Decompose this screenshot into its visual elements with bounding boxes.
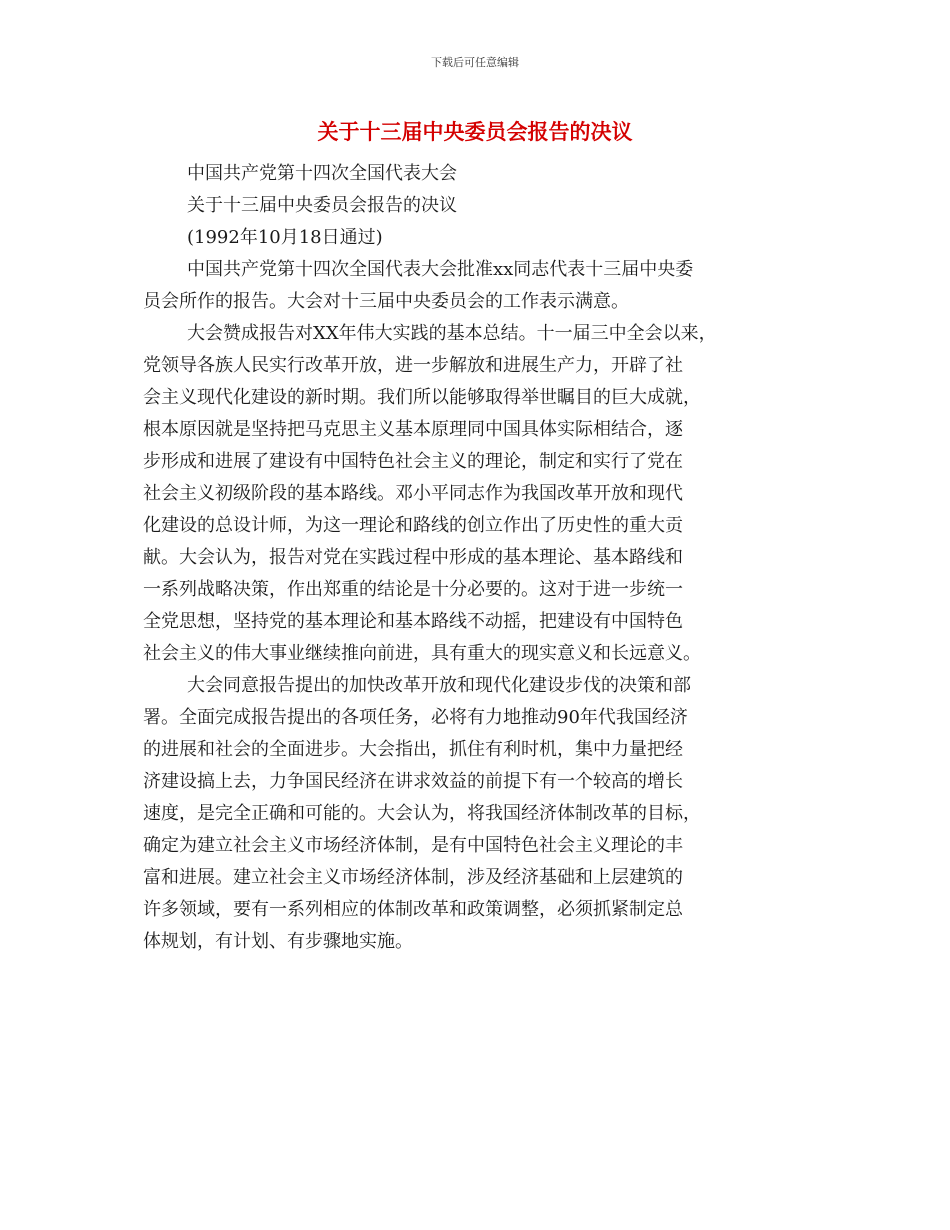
text-line: 署。全面完成报告提出的各项任务，必将有力地推动90年代我国经济 <box>143 707 688 728</box>
text-line: 根本原因就是坚持把马克思主义基本原理同中国具体实际相结合，逐 <box>143 419 683 440</box>
text-line: 一系列战略决策，作出郑重的结论是十分必要的。这对于进一步统一 <box>143 579 683 600</box>
text-line: 化建设的总设计师，为这一理论和路线的创立作出了历史性的重大贡 <box>143 515 683 536</box>
text-line: 党领导各族人民实行改革开放，进一步解放和进展生产力，开辟了社 <box>143 355 683 376</box>
text-line: 社会主义的伟大事业继续推向前进，具有重大的现实意义和长远意义。 <box>143 643 701 664</box>
text-line: 员会所作的报告。大会对十三届中央委员会的工作表示满意。 <box>143 291 629 312</box>
text-line: 确定为建立社会主义市场经济体制，是有中国特色社会主义理论的丰 <box>143 835 683 856</box>
text-line: 许多领域，要有一系列相应的体制改革和政策调整，必须抓紧制定总 <box>143 899 683 920</box>
text-line: (1992年10月18日通过) <box>187 227 383 248</box>
text-line: 步形成和进展了建设有中国特色社会主义的理论，制定和实行了党在 <box>143 451 683 472</box>
text-line: 富和进展。建立社会主义市场经济体制，涉及经济基础和上层建筑的 <box>143 867 683 888</box>
text-line: 关于十三届中央委员会报告的决议 <box>187 195 457 216</box>
text-line: 济建设搞上去，力争国民经济在讲求效益的前提下有一个较高的增长 <box>143 771 683 792</box>
text-line: 大会同意报告提出的加快改革开放和现代化建设步伐的决策和部 <box>187 675 691 696</box>
text-line: 中国共产党第十四次全国代表大会批准xx同志代表十三届中央委 <box>187 259 694 280</box>
text-line: 大会赞成报告对XX年伟大实践的基本总结。十一届三中全会以来， <box>187 323 717 344</box>
text-line: 全党思想，坚持党的基本理论和基本路线不动摇，把建设有中国特色 <box>143 611 683 632</box>
header-note: 下载后可任意编辑 <box>431 56 519 69</box>
text-line: 体规划，有计划、有步骤地实施。 <box>143 931 413 952</box>
text-line: 中国共产党第十四次全国代表大会 <box>187 163 457 184</box>
document-title: 关于十三届中央委员会报告的决议 <box>317 120 633 144</box>
text-line: 会主义现代化建设的新时期。我们所以能够取得举世瞩目的巨大成就， <box>143 387 701 408</box>
document-body <box>143 158 823 958</box>
text-line: 献。大会认为，报告对党在实践过程中形成的基本理论、基本路线和 <box>143 547 683 568</box>
text-line: 速度，是完全正确和可能的。大会认为，将我国经济体制改革的目标， <box>143 803 701 824</box>
text-line: 社会主义初级阶段的基本路线。邓小平同志作为我国改革开放和现代 <box>143 483 683 504</box>
text-line: 的进展和社会的全面进步。大会指出，抓住有利时机，集中力量把经 <box>143 739 683 760</box>
